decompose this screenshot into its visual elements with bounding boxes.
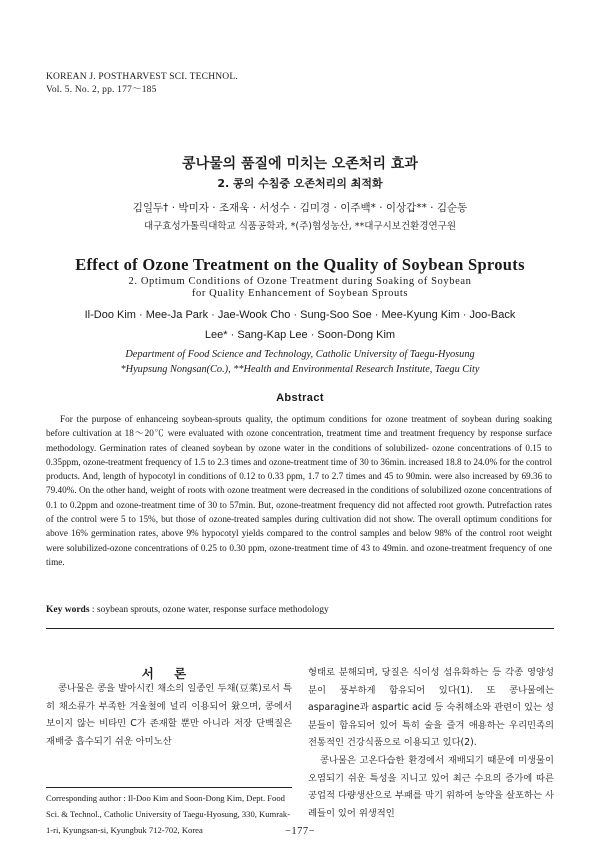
english-authors-line2: Lee* · Sang-Kap Lee · Soon-Dong Kim bbox=[204, 329, 396, 341]
korean-subtitle: 2. 콩의 수침중 오존처리의 최적화 bbox=[217, 177, 383, 190]
abstract-text: For the purpose of enhanceing soybean-sprouts quality, the optimum conditions for ozone treatment of soybean during soaking before cultivation at 18～20℃ were evaluated with ozone concentration, treatment time and treatment frequency by response surface methodology. Germination rates of cleaned soybean by ozone water in the conditions of solubilized- ozone concentrations of 0.15 to 0.35ppm, ozone-treatment frequency of 1.5 to 2.3 times and ozone-treatment time of 30 to 36min. increased 18.8 to 24.0% for the control products. And, length of hypocotyl in conditions of 0.12 to 0.33 ppm, 1.7 to 2.7 times and 45 to 90min. were also increased by 69.36 to 79.40%. On the other hand, weight of roots with ozone treatment were decreased in the conditions of solubilized ozone concentrations of 0.1 to 0.2ppm and ozone-treatment time of 30 to 57min. But, ozone-treatment frequency did not affected root growth. Putrefaction rates of the control were 5 to 15%, but those of ozone-treated samples during cultivation did not show. The overall optimum conditions for above 16% germination rates, above 9% hypocotyl yields compared to the control samples and below 98% of the control root weight were solubilized-ozone concentrations of 0.25 to 0.30 ppm, ozone-treatment time of 43 to 49min. and ozone-treatment frequency of one time. bbox=[46, 414, 552, 567]
corresponding-author-footnote: Corresponding author : Il-Doo Kim and Soon-Dong Kim, Dept. Food Sci. & Technol., Catholic University of Taegu-Hyosung, 330, Kumrak-1-ri, Kyungsan-si, Kyungbuk 712-702, Korea bbox=[46, 793, 291, 835]
journal-volume: Vol. 5. No. 2, pp. 177～185 bbox=[46, 85, 157, 95]
korean-affiliation: 대구효성가톨릭대학교 식품공학과, *(주)협성농산, **대구시보건환경연구원 bbox=[143, 221, 457, 232]
abstract-body bbox=[46, 412, 552, 569]
footnote-rule bbox=[46, 787, 292, 788]
intro-paragraph-1: 콩나물은 콩을 발아시킨 채소의 일종인 두채(豆菜)로서 특히 채소류가 부족한 겨울철에 널리 이용되어 왔으며, 콩에서 보이지 않는 비타민 C가 존재할 뿐만 아니라 저장 단백질은 재배중 흡수되기 쉬운 아미노산 bbox=[46, 683, 292, 747]
body-left-column bbox=[46, 680, 292, 750]
section-divider bbox=[46, 628, 554, 629]
intro-paragraph-1-continued: 형태로 분해되며, 당질은 식이성 섬유화하는 등 각종 영양성분이 풍부하게 함유되어 있다(1). 또 콩나물에는 asparagine과 aspartic acid 등 숙취해소와 관련이 있는 성분들이 함유되어 있어 특히 술을 즐겨 애용하는 우리민족의 전통적인 건강식품으로 이용되고 있다(2). bbox=[308, 667, 554, 749]
department-affiliation: Department of Food Science and Technology, Catholic University of Taegu-Hyosung bbox=[125, 349, 475, 360]
english-authors-line1: Il-Doo Kim · Mee-Ja Park · Jae-Wook Cho · Sung-Soo Soe · Mee-Kyung Kim · Joo-Back bbox=[84, 309, 516, 321]
abstract-heading: Abstract bbox=[276, 392, 324, 404]
keywords-value: : soybean sprouts, ozone water, response surface methodology bbox=[91, 605, 329, 615]
korean-title: 콩나물의 품질에 미치는 오존처리 효과 bbox=[182, 156, 418, 172]
english-subtitle-line1: 2. Optimum Conditions of Ozone Treatment during Soaking of Soybean bbox=[128, 276, 472, 287]
english-title: Effect of Ozone Treatment on the Quality of Soybean Sprouts bbox=[75, 255, 525, 274]
journal-header bbox=[46, 71, 238, 97]
intro-paragraph-2: 콩나물은 고온다습한 환경에서 재배되기 때문에 미생물이 오염되기 쉬운 특성을 지니고 있어 최근 수요의 증가에 따른 공업적 다량생산으로 부패를 막기 위하여 농약을 살포하는 사례들이 있어 위생적인 bbox=[308, 754, 554, 819]
body-right-column bbox=[308, 664, 554, 822]
introduction-heading: 서 론 bbox=[141, 666, 195, 681]
secondary-affiliations: *Hyupsung Nongsan(Co.), **Health and Environmental Research Institute, Taegu City bbox=[120, 364, 480, 375]
journal-name: KOREAN J. POSTHARVEST SCI. TECHNOL. bbox=[46, 72, 238, 82]
page-number: −177− bbox=[284, 826, 316, 837]
keywords-label: Key words bbox=[46, 605, 90, 615]
english-subtitle-line2: for Quality Enhancement of Soybean Sprouts bbox=[191, 288, 409, 299]
keywords bbox=[46, 605, 329, 615]
korean-authors: 김일두† · 박미자 · 조재욱 · 서성수 · 김미경 · 이주백* · 이상갑** · 김순동 bbox=[132, 202, 468, 214]
